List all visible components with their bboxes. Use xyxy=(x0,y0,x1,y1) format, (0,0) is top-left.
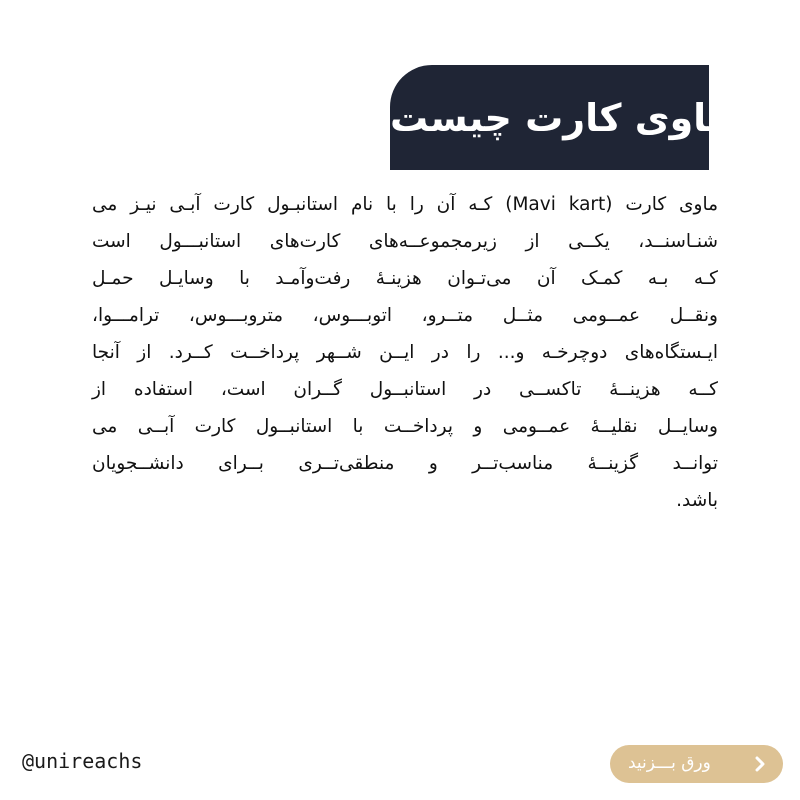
paragraph-line: کــه هزینــهٔ تاکســی در استانبــول گــران است، استفاده از xyxy=(92,379,718,400)
account-handle: @unireachs xyxy=(22,749,143,773)
swipe-next-button[interactable] xyxy=(610,745,783,783)
next-button-label: ورق بـــزنید xyxy=(628,753,711,773)
paragraph-line: توانــد گزینــهٔ مناسب‌تــر و منطقی‌تــری بــرای دانشــجویان xyxy=(92,453,718,474)
paragraph-line: ماوی کارت (Mavi kart) کـه آن را با نام استانبـول کارت آبـی نیـز می xyxy=(92,194,718,215)
paragraph-line: ایـستگاه‌های دوچرخـه و... را در ایــن شــهر پرداخــت کــرد. از آنجا xyxy=(92,342,718,363)
page-title: ماوی کارت چیست؟ xyxy=(368,95,731,140)
paragraph-line: ونقــل عمــومی مثــل متــرو، اتوبـــوس، متروبـــوس، ترامـــوا، xyxy=(92,305,718,326)
paragraph-line: شنـاسنــد، یکــی از زیرمجموعــه‌های کارت‌های استانبـــول است xyxy=(92,231,718,252)
paragraph-line: کـه بـه کمـک آن می‌تـوان هزینـهٔ رفت‌وآمـد با وسایـل حمـل xyxy=(92,268,718,289)
body-paragraph xyxy=(92,186,718,519)
paragraph-line: وسایــل نقلیــهٔ عمــومی و پرداخــت با استانبــول کارت آبــی می xyxy=(92,416,718,437)
chevron-right-icon xyxy=(751,755,769,773)
title-banner xyxy=(368,65,731,170)
paragraph-line: باشد. xyxy=(676,490,718,511)
